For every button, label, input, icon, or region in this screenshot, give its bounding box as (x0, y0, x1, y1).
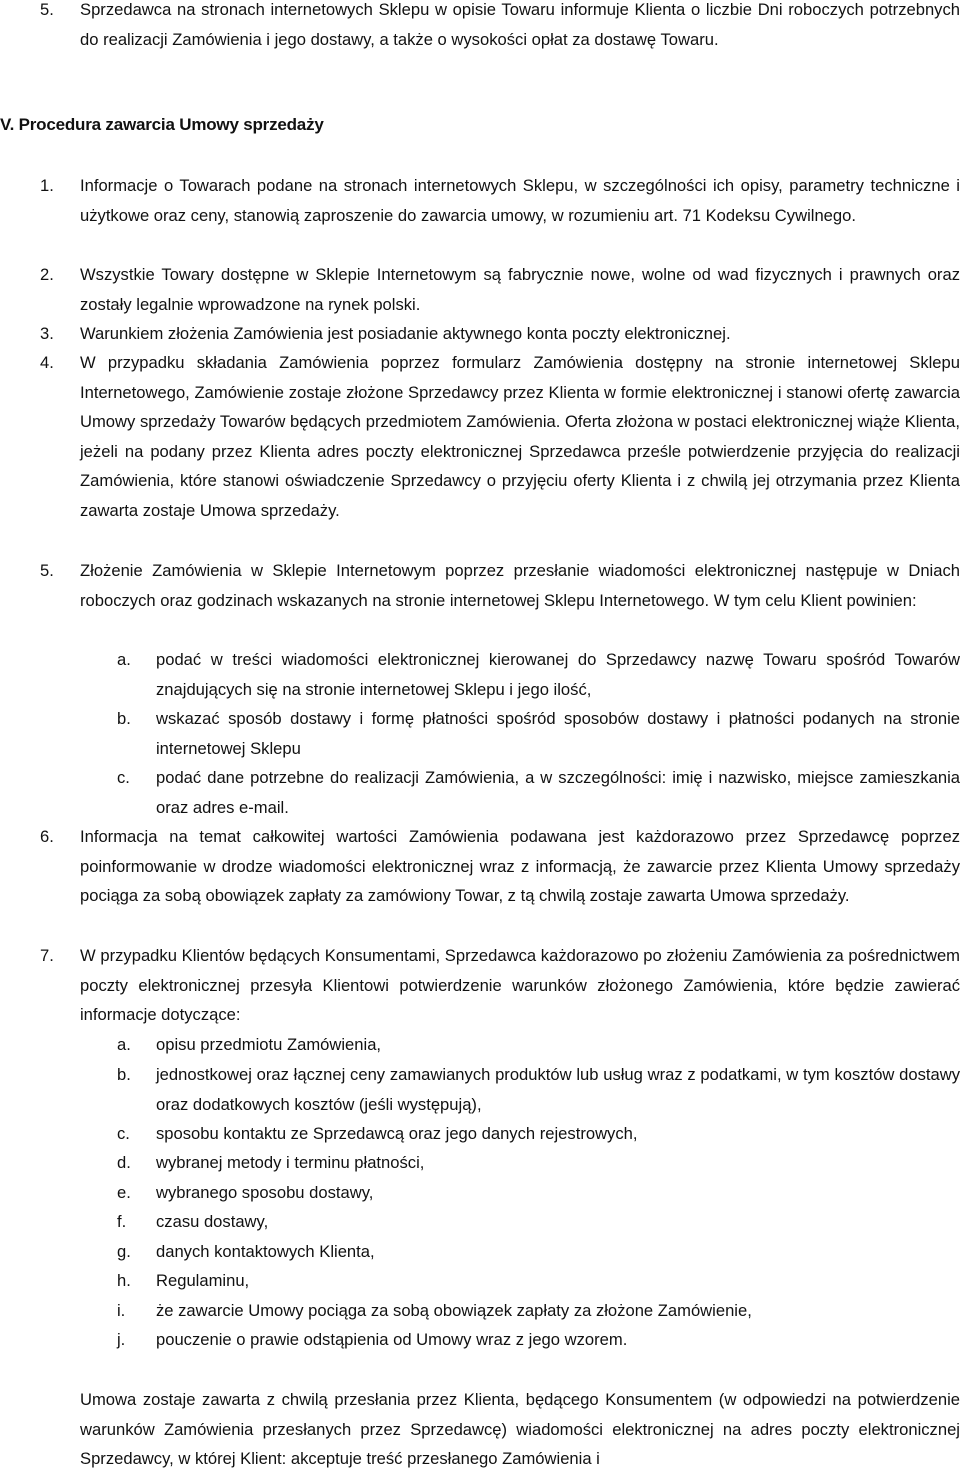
sub-item-letter: d. (117, 1153, 131, 1172)
item-text: Informacje o Towarach podane na stronach internetowych Sklepu, w szczególności ich opisy, parametry techniczne i użytkowe oraz ceny, stanowią zaproszenie do zawarcia umowy, w rozumieniu art. 71 Kodeksu Cywilnego. (80, 176, 960, 225)
sub-item-text: pouczenie o prawie odstąpienia od Umowy wraz z jego wzorem. (156, 1330, 628, 1349)
list-item (0, 0, 960, 54)
item-number: 7. (40, 946, 54, 965)
sub-item-text: jednostkowej oraz łącznej ceny zamawianych produktów lub usług wraz z podatkami, w tym kosztów dostawy oraz dodatkowych kosztów (jeśli występują), (156, 1065, 960, 1114)
item-text: W przypadku Klientów będących Konsumentami, Sprzedawca każdorazowo po złożeniu Zamówienia za pośrednictwem poczty elektronicznej przesyła Klientowi potwierdzenie warunków złożonego Zamówienia, które będzie zawierać informacje dotyczące: (80, 946, 960, 1025)
item-number: 5. (40, 561, 54, 580)
item-number: 2. (40, 265, 54, 284)
sub-item-text: wybranego sposobu dostawy, (156, 1183, 374, 1202)
sub-list-item (0, 704, 960, 763)
sub-item-letter: c. (117, 768, 130, 787)
item-number: 3. (40, 324, 54, 343)
item-number: 6. (40, 827, 54, 846)
item-number: 1. (40, 176, 54, 195)
sub-list-item (0, 1060, 960, 1119)
sub-list-item (0, 1207, 960, 1237)
sub-item-text: danych kontaktowych Klienta, (156, 1242, 375, 1261)
item-text: Wszystkie Towary dostępne w Sklepie Internetowym są fabrycznie nowe, wolne od wad fizycznych i prawnych oraz zostały legalnie wprowadzone na rynek polski. (80, 265, 960, 314)
sub-item-text: Regulaminu, (156, 1271, 250, 1290)
sub-item-letter: b. (117, 709, 131, 728)
list-item (0, 556, 960, 615)
item-text: Sprzedawca na stronach internetowych Sklepu w opisie Towaru informuje Klienta o liczbie Dni roboczych potrzebnych do realizacji Zamówienia i jego dostawy, a także o wysokości opłat za dostawę Towaru. (80, 0, 960, 49)
sub-item-letter: c. (117, 1124, 130, 1143)
sub-item-letter: j. (117, 1330, 126, 1349)
sub-item-text: podać dane potrzebne do realizacji Zamówienia, a w szczególności: imię i nazwisko, miejsce zamieszkania oraz adres e-mail. (156, 768, 960, 817)
sub-list-item (0, 1178, 960, 1208)
list-item (0, 260, 960, 319)
closing-paragraph: Umowa zostaje zawarta z chwilą przesłania przez Klienta, będącego Konsumentem (w odpowiedzi na potwierdzenie warunków Zamówienia przesłanych przez Sprzedawcę) wiadomości elektronicznej na adres poczty elektronicznej Sprzedawcy, w której Klient: akceptuje treść przesłanego Zamówienia i (80, 1390, 960, 1469)
sub-item-letter: a. (117, 1035, 131, 1054)
item-number: 5. (40, 0, 54, 19)
sub-list-item (0, 1030, 960, 1060)
item-text: W przypadku składania Zamówienia poprzez formularz Zamówienia dostępny na stronie internetowej Sklepu Internetowego, Zamówienie zostaje złożone Sprzedawcy przez Klienta w formie elektronicznej i stanowi ofertę zawarcia Umowy sprzedaży Towarów będących przedmiotem Zamówienia. Oferta złożona w postaci elektronicznej wiąże Klienta, jeżeli na podany przez Klienta adres poczty elektronicznej Sprzedawca prześle potwierdzenie przyjęcia do realizacji Zamówienia, które stanowi oświadczenie Sprzedawcy o przyjęciu oferty Klienta i z chwilą jej otrzymania przez Klienta zawarta zostaje Umowa sprzedaży. (80, 353, 960, 520)
sub-item-text: opisu przedmiotu Zamówienia, (156, 1035, 382, 1054)
sub-list-item (0, 1266, 960, 1296)
sub-list-item (0, 1296, 960, 1326)
list-item (0, 319, 960, 349)
sub-list-item (0, 1119, 960, 1149)
item-number: 4. (40, 353, 54, 372)
sub-item-letter: e. (117, 1183, 131, 1202)
list-item (0, 171, 960, 230)
sub-item-text: że zawarcie Umowy pociąga za sobą obowiązek zapłaty za złożone Zamówienie, (156, 1301, 752, 1320)
sub-item-letter: a. (117, 650, 131, 669)
sub-list-item (0, 1148, 960, 1178)
sub-list-item (0, 1325, 960, 1355)
sub-item-letter: h. (117, 1271, 131, 1290)
list-item (0, 822, 960, 911)
item-text: Złożenie Zamówienia w Sklepie Internetowym poprzez przesłanie wiadomości elektronicznej następuje w Dniach roboczych oraz godzinach wskazanych na stronie internetowej Sklepu Internetowego. W tym celu Klient powinien: (80, 561, 960, 610)
sub-item-text: podać w treści wiadomości elektronicznej kierowanej do Sprzedawcy nazwę Towaru spośród Towarów znajdujących się na stronie internetowej Sklepu i jego ilość, (156, 650, 960, 699)
sub-item-text: wskazać sposób dostawy i formę płatności spośród sposobów dostawy i płatności podanych na stronie internetowej Sklepu (156, 709, 960, 758)
sub-item-text: sposobu kontaktu ze Sprzedawcą oraz jego danych rejestrowych, (156, 1124, 638, 1143)
sub-item-letter: i. (117, 1301, 126, 1320)
sub-list-item (0, 645, 960, 704)
sub-item-text: czasu dostawy, (156, 1212, 269, 1231)
sub-list-item (0, 763, 960, 822)
section-heading: V. Procedura zawarcia Umowy sprzedaży (0, 115, 324, 134)
sub-list-item (0, 1237, 960, 1267)
list-item (0, 941, 960, 1030)
sub-item-text: wybranej metody i terminu płatności, (156, 1153, 425, 1172)
sub-item-letter: g. (117, 1242, 131, 1261)
list-item (0, 348, 960, 526)
item-text: Warunkiem złożenia Zamówienia jest posiadanie aktywnego konta poczty elektronicznej. (80, 324, 731, 343)
item-text: Informacja na temat całkowitej wartości Zamówienia podawana jest każdorazowo przez Sprzedawcę poprzez poinformowanie w drodze wiadomości elektronicznej wraz z informacją, że zawarcie przez Klienta Umowy sprzedaży pociąga za sobą obowiązek zapłaty za zamówiony Towar, z tą chwilą zostaje zawarta Umowa sprzedaży. (80, 827, 960, 906)
sub-item-letter: b. (117, 1065, 131, 1084)
sub-item-letter: f. (117, 1212, 127, 1231)
